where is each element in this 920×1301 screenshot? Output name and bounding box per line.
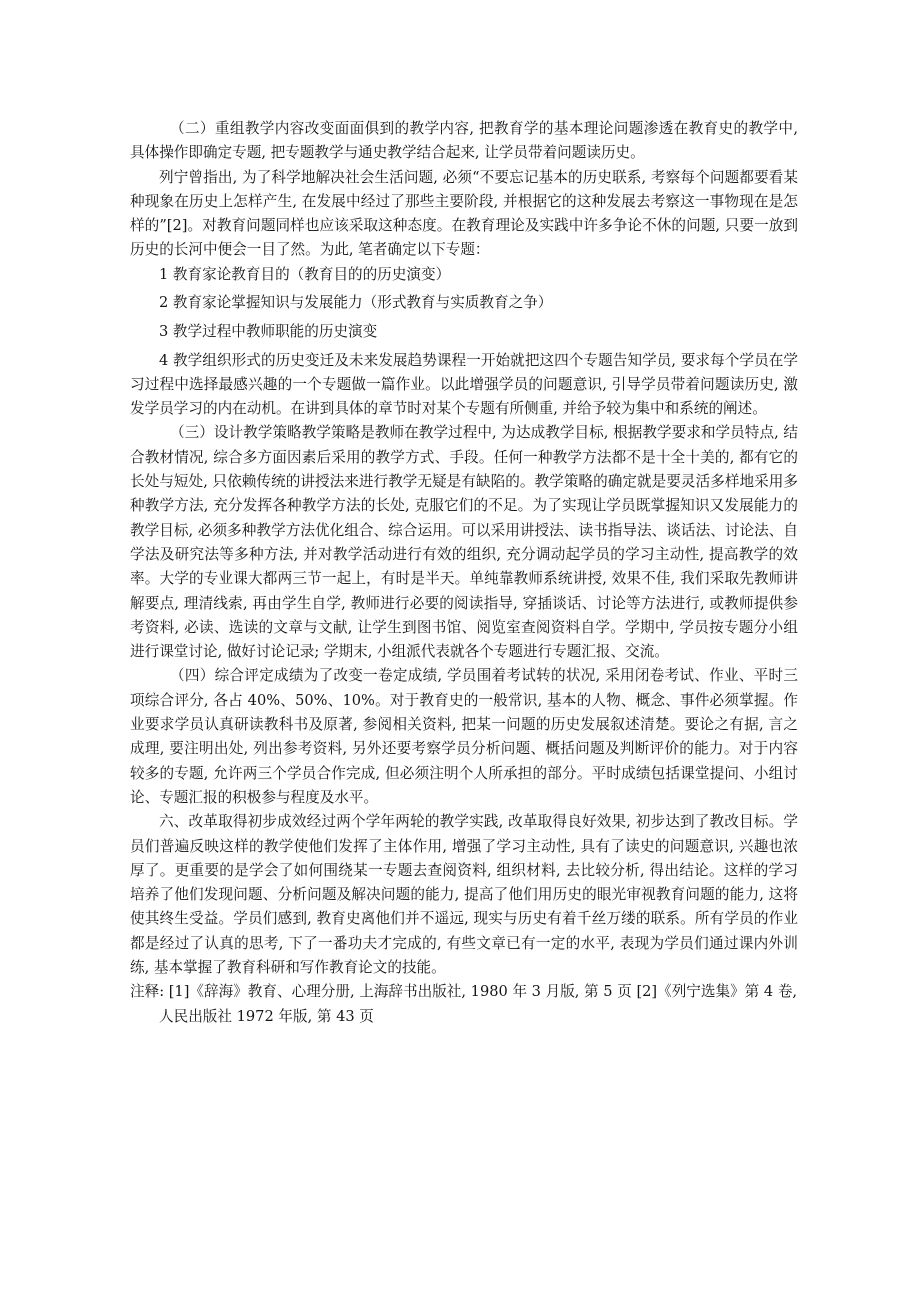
paragraph-teaching-strategy: （三）设计教学策略教学策略是教师在教学过程中, 为达成教学目标, 根据教学要求和学员特点, 结合教材情况, 综合多方面因素后采用的教学方式、手段。任何一种教学方法都不是十全十美的, 都有它的长处与短处, 只依赖传统的讲授法来进行教学无疑是有缺陷的。教学策略的确定就是要灵活多样地采用多种教学方法, 充分发挥各种教学方法的长处, 克服它们的不足。为了实现让学员既掌握知识又发展能力的教学目标, 必须多种教学方法优化组合、综合运用。可以采用讲授法、读书指导法、谈话法、讨论法、自学法及研究法等多种方法, 并对教学活动进行有效的组织, 充分调动起学员的学习主动性, 提高教学的效率。大学的专业课大都两三节一起上，有时是半天。单纯靠教师系统讲授, 效果不佳, 我们采取先教师讲解要点, 理清线索, 再由学生自学, 教师进行必要的阅读指导, 穿插谈话、讨论等方法进行, 或教师提供参考资料, 必读、选读的文章与文献, 让学生到图书馆、阅览室查阅资料自学。学期中, 学员按专题分小组进行课堂讨论, 做好讨论记录; 学期末, 小组派代表就各个专题进行专题汇报、交流。 (130, 424, 798, 661)
notes-line-1: 注释: [1]《辞海》教育、心理分册, 上海辞书出版社, 1980 年 3 月版, 第 5 页 [2]《列宁选集》第 4 卷, (130, 983, 798, 1001)
paragraph-lenin-quote: 列宁曾指出, 为了科学地解决社会生活问题, 必须“不要忘记基本的历史联系, 考察每个问题都要看某种现象在历史上怎样产生, 在发展中经过了那些主要阶段, 并根据它的这种发展去考察这一事物现在是怎样的”[2]。对教育问题同样也应该采取这种态度。在教育理论及实践中许多争论不休的问题, 只要一放到历史的长河中便会一目了然。为此, 笔者确定以下专题： (130, 168, 798, 259)
paragraph-topic-4: 4 教学组织形式的历史变迁及未来发展趋势课程一开始就把这四个专题告知学员, 要求每个学员在学习过程中选择最感兴趣的一个专题做一篇作业。以此增强学员的问题意识, 引导学员带着问题读历史, 激发学员学习的内在动机。在讲到具体的章节时对某个专题有所侧重, 并给予较为集中和系统的阐述。 (130, 351, 798, 418)
document-body (130, 117, 798, 1029)
topic-item-1: 1 教育家论教育目的（教育目的的历史演变） (159, 265, 451, 283)
paragraph-restructure-content: （二）重组教学内容改变面面俱到的教学内容, 把教育学的基本理论问题渗透在教育史的教学中, 具体操作即确定专题, 把专题教学与通史教学结合起来, 让学员带着问题读历史。 (130, 120, 798, 162)
topic-item-3: 3 教学过程中教师职能的历史演变 (159, 322, 378, 340)
notes-line-2: 人民出版社 1972 年版, 第 43 页 (159, 1007, 374, 1025)
paragraph-grading: （四）综合评定成绩为了改变一卷定成绩, 学员围着考试转的状况, 采用闭卷考试、作业、平时三项综合评分, 各占 40%、50%、10%。对于教育史的一般常识, 基本的人物、概念、事件必须掌握。作业要求学员认真研读教科书及原著, 参阅相关资料, 把某一问题的历史发展叙述清楚。要论之有据, 言之成理, 要注明出处, 列出参考资料, 另外还要考察学员分析问题、概括问题及判断评价的能力。对于内容较多的专题, 允许两三个学员合作完成, 但必须注明个人所承担的部分。平时成绩包括课堂提问、小组讨论、专题汇报的积极参与程度及水平。 (130, 667, 798, 806)
paragraph-results: 六、改革取得初步成效经过两个学年两轮的教学实践, 改革取得良好效果, 初步达到了教改目标。学员们普遍反映这样的教学使他们发挥了主体作用, 增强了学习主动性, 具有了读史的问题意识, 兴趣也浓厚了。更重要的是学会了如何围绕某一专题去查阅资料, 组织材料, 去比较分析, 得出结论。这样的学习培养了他们发现问题、分析问题及解决问题的能力, 提高了他们用历史的眼光审视教育问题的能力, 这将使其终生受益。学员们感到, 教育史离他们并不遥远, 现实与历史有着千丝万缕的联系。所有学员的作业都是经过了认真的思考, 下了一番功夫才完成的, 有些文章已有一定的水平, 表现为学员们通过课内外训练, 基本掌握了教育科研和写作教育论文的技能。 (130, 813, 798, 976)
topic-item-2: 2 教育家论掌握知识与发展能力（形式教育与实质教育之争） (159, 294, 553, 312)
